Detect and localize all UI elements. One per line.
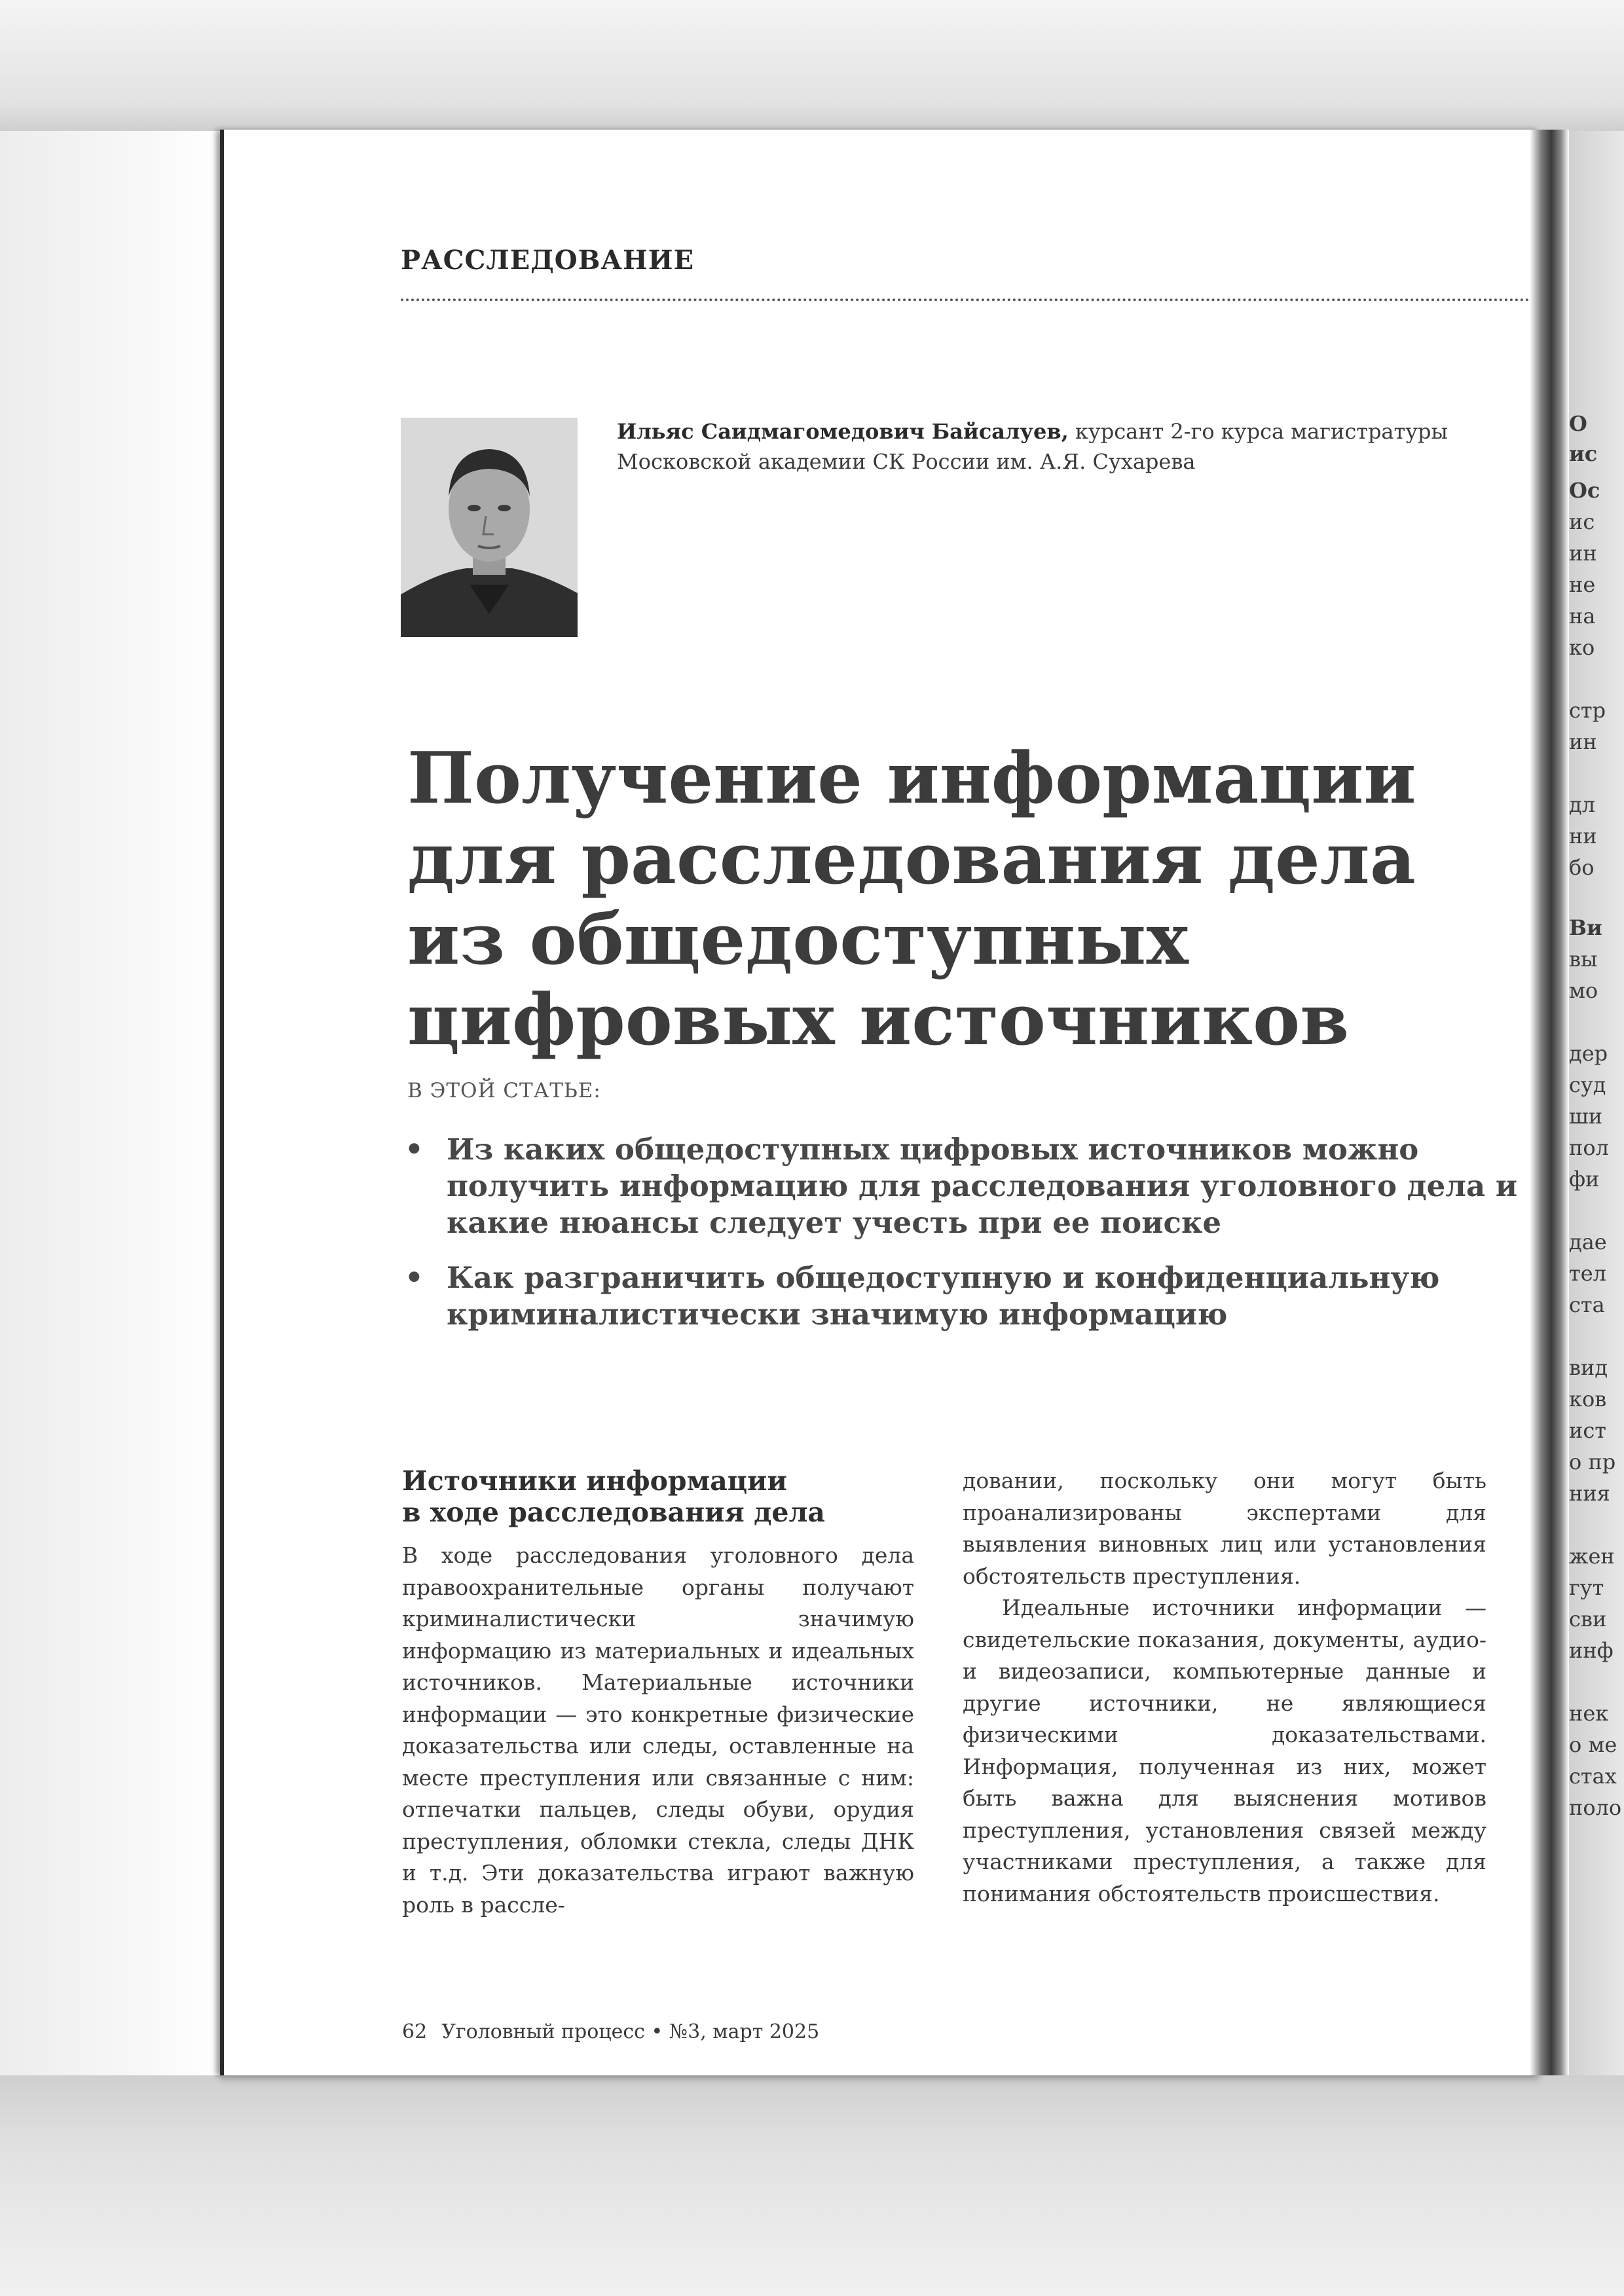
fragment-text: стр	[1569, 698, 1606, 723]
fragment-text: фи	[1569, 1167, 1600, 1192]
fragment-text: мо	[1569, 978, 1598, 1003]
bullet-item: • Как разграничить общедоступную и конфиденциальную криминалистически значимую информацию	[405, 1260, 1518, 1333]
subhead-line: в ходе расследования дела	[402, 1497, 825, 1528]
fragment-text: дл	[1569, 792, 1596, 817]
fragment-text: о пр	[1569, 1449, 1616, 1474]
fragment-text: тел	[1569, 1261, 1606, 1286]
article-title	[407, 738, 1521, 1061]
dotted-divider	[401, 299, 1540, 301]
body-paragraph: В ходе расследования уголовного дела правоохранительные органы получают криминалистически значимую информацию из материальных и идеальных источников. Материальные источники информации — это конкретные физические доказательства или следы, оставленные на месте преступления или связанные с ним: отпечатки пальцев, следы обуви, орудия преступления, обломки стекла, следы ДНК и т.д. Эти доказательства играют важную роль в рассле-	[402, 1542, 914, 1918]
fragment-text: не	[1569, 572, 1596, 597]
page-number: 62	[402, 2020, 428, 2043]
fragment-text: ния	[1569, 1481, 1610, 1506]
fragment-text: ин	[1569, 541, 1597, 566]
fragment-text: вы	[1569, 947, 1598, 972]
author-info	[617, 416, 1527, 477]
title-line: цифровых источников	[407, 979, 1350, 1061]
subhead-line: Источники информации	[402, 1465, 787, 1497]
fragment-text: ни	[1569, 824, 1597, 848]
fragment-text: о ме	[1569, 1732, 1617, 1757]
fragment-text: ист	[1569, 1418, 1606, 1443]
author-position-2: Московской академии СК России им. А.Я. Сухарева	[617, 449, 1196, 474]
fragment-text: жен	[1569, 1544, 1615, 1569]
fragment-text: нек	[1569, 1701, 1609, 1726]
fragment-text: пол	[1569, 1135, 1609, 1160]
fragment-text: суд	[1569, 1072, 1606, 1097]
title-line: Получение информации	[407, 737, 1416, 820]
fragment-text: ши	[1569, 1104, 1603, 1129]
book-gutter	[1530, 130, 1569, 2075]
title-line: из общедоступных	[407, 898, 1189, 981]
fragment-text: ков	[1569, 1387, 1607, 1412]
journal-name: Уголовный процесс • №3, март 2025	[441, 2020, 820, 2043]
summary-bullets	[405, 1131, 1518, 1351]
in-article-label: В ЭТОЙ СТАТЬЕ:	[407, 1079, 601, 1102]
fragment-text: дае	[1569, 1230, 1607, 1254]
body-column-right	[963, 1465, 1486, 1910]
fragment-text: ис	[1569, 441, 1598, 466]
bullet-item: • Из каких общедоступных цифровых источников можно получить информацию для расследования уголовного дела и какие нюансы следует учесть при ее поиске	[405, 1131, 1518, 1241]
author-portrait-icon	[401, 418, 578, 637]
fragment-text: стах	[1569, 1764, 1617, 1789]
fragment-text: ко	[1569, 635, 1595, 660]
body-paragraph: довании, поскольку они могут быть проанализированы экспертами для выявления виновных лиц или установления обстоятельств преступления.	[963, 1468, 1486, 1589]
fragment-text: ста	[1569, 1292, 1605, 1317]
body-column-left	[402, 1465, 914, 1921]
journal-page	[220, 130, 1622, 2075]
fragment-text: сви	[1569, 1607, 1607, 1631]
section-subhead	[402, 1465, 914, 1528]
section-label: РАССЛЕДОВАНИЕ	[401, 245, 695, 276]
fragment-text: гут	[1569, 1575, 1604, 1600]
fragment-text: дер	[1569, 1041, 1608, 1066]
fragment-text: О	[1569, 411, 1587, 436]
author-name: Ильяс Саидмагомедович Байсалуев,	[617, 419, 1069, 444]
scan-background-bottom	[0, 2075, 1624, 2296]
body-paragraph: Идеальные источники информации — свидетельские показания, документы, аудио- и видеозаписи, компьютерные данные и другие источники, не являющиеся физическими доказательствами. Информация, полученная из них, может быть важна для выяснения мотивов преступления, установления связей между участниками преступления, а также для понимания обстоятельств происшествия.	[963, 1595, 1486, 1906]
fragment-text: инф	[1569, 1638, 1614, 1663]
author-photo	[401, 418, 578, 637]
fragment-text: Ви	[1569, 915, 1602, 940]
fragment-text: бо	[1569, 855, 1595, 880]
page-footer	[402, 2020, 819, 2043]
fragment-text: на	[1569, 604, 1596, 629]
fragment-text: вид	[1569, 1355, 1608, 1380]
fragment-text: Ос	[1569, 478, 1600, 503]
fragment-text: поло	[1569, 1795, 1622, 1820]
fragment-text: ис	[1569, 509, 1595, 534]
author-position-1: курсант 2-го курса магистратуры	[1068, 419, 1448, 444]
fragment-text: ин	[1569, 729, 1597, 754]
title-line: для расследования дела	[407, 818, 1416, 900]
scan-background-top	[0, 0, 1624, 131]
next-page-fragment	[1569, 130, 1621, 2075]
